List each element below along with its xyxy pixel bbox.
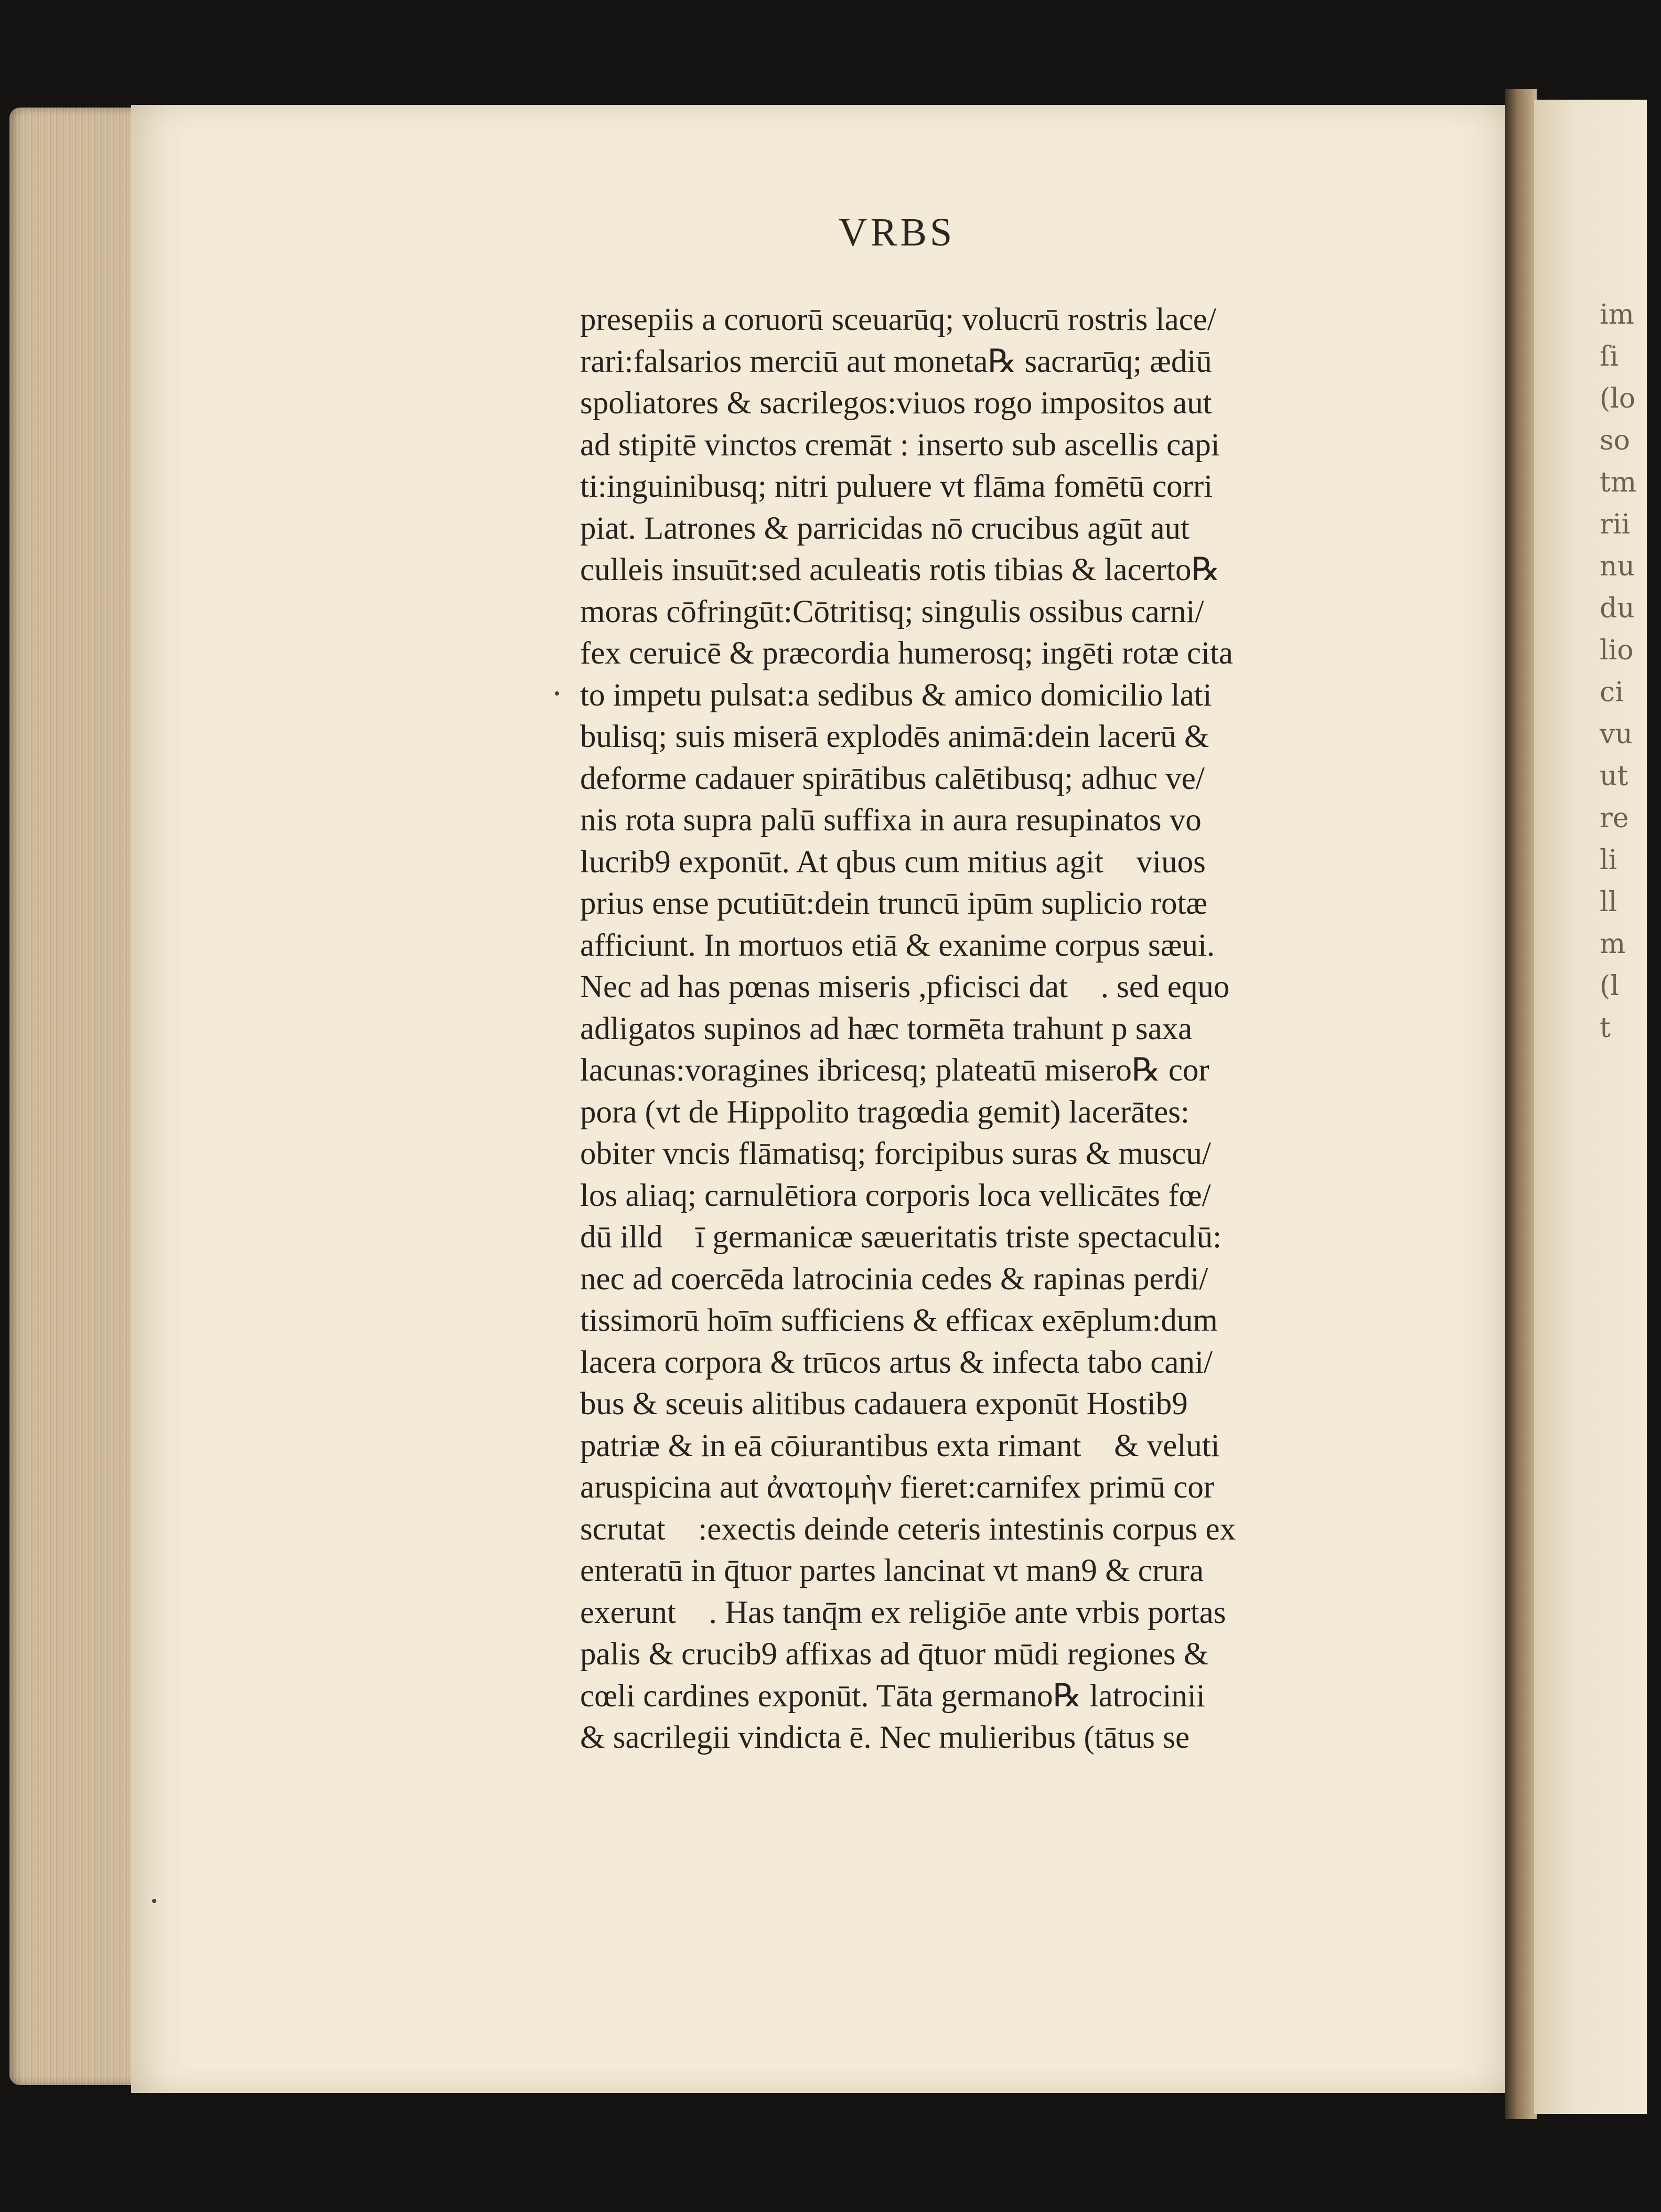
margin-dot	[555, 691, 559, 696]
text-line: presepiis a coruorū sceuarūq; volucrū rostris lace/	[580, 302, 1216, 337]
facing-fragment: lio	[1600, 635, 1634, 666]
facing-fragment: ci	[1600, 677, 1624, 708]
facing-fragment: (l	[1600, 970, 1619, 1002]
text-line: tissimorū hoīm sufficiens & efficax exēplum:dum	[580, 1303, 1218, 1338]
text-line: moras cōfringūt:Cōtritisq; singulis ossibus carni/	[580, 594, 1204, 629]
text-line: rari:falsarios merciū aut moneta℞ sacrarūq; ædiū	[580, 344, 1212, 379]
facing-fragment: re	[1600, 803, 1629, 834]
text-line: enteratū in q̄tuor partes lancinat vt man9 & crura	[580, 1553, 1204, 1588]
facing-fragment: m	[1600, 928, 1626, 960]
text-line: deforme cadauer spirātibus calētibusq; adhuc ve/	[580, 761, 1205, 796]
text-line: pora (vt de Hippolito tragœdia gemit) lacerātes:	[580, 1094, 1190, 1130]
text-line: lacunas:voragines ibricesq; plateatū misero℞ cor	[580, 1053, 1209, 1088]
text-line: los aliaq; carnulētiora corporis loca vellicātes fœ/	[580, 1178, 1211, 1213]
facing-fragment: du	[1600, 593, 1635, 624]
text-line: lucrib9 exponūt. At qbus cum mitius agit᷑ viuos	[580, 844, 1206, 880]
text-line: palis & crucib9 affixas ad q̄tuor mūdi regiones &	[580, 1637, 1209, 1672]
facing-fragment: rii	[1600, 509, 1631, 540]
text-line: obiter vncis flāmatisq; forcipibus suras & muscu/	[580, 1136, 1211, 1171]
text-line: prius ense pcutiūt:dein truncū ipūm suplicio rotæ	[580, 886, 1208, 921]
facing-fragment: im	[1600, 299, 1634, 330]
text-line: patriæ & in eā cōiurantibus exta rimant᷑ & veluti	[580, 1428, 1220, 1463]
facing-fragment: ſi	[1600, 341, 1619, 372]
facing-fragment: nu	[1600, 551, 1635, 582]
text-line: exerunt᷑ . Has tanq̄m ex religiōe ante vrbis portas	[580, 1595, 1226, 1630]
facing-fragment: so	[1600, 425, 1630, 456]
book-gutter	[1505, 89, 1537, 2119]
margin-dot	[152, 1899, 156, 1903]
text-line: piat. Latrones & parricidas nō crucibus agūt aut	[580, 510, 1190, 546]
text-line: adligatos supinos ad hæc tormēta trahunt p saxa	[580, 1011, 1193, 1046]
facing-fragment: tm	[1600, 467, 1637, 498]
text-line: dū illd᷑ ī germanicæ sæueritatis triste spectaculū:	[580, 1220, 1222, 1255]
running-head: VRBS	[838, 210, 956, 254]
text-line: bus & sceuis alitibus cadauera exponūt Hostib9	[580, 1386, 1188, 1422]
text-line: to impetu pulsat:a sedibus & amico domicilio lati	[580, 677, 1212, 713]
facing-fragment: ut	[1600, 761, 1628, 792]
text-line: Nec ad has pœnas miseris ,pficisci dat᷑ . sed equo	[580, 969, 1230, 1005]
page-edges	[9, 108, 147, 2085]
body-text	[580, 299, 1388, 1759]
text-line: lacera corpora & trūcos artus & infecta tabo cani/	[580, 1344, 1213, 1380]
text-line: scrutat᷑ :exectis deinde ceteris intestinis corpus ex	[580, 1511, 1236, 1547]
text-line: bulisq; suis miserā explodēs animā:dein lacerū &	[580, 719, 1209, 754]
text-line: spoliatores & sacrilegos:viuos rogo impositos aut	[580, 386, 1212, 421]
text-line: cœli cardines exponūt. Tāta germano℞ latrocinii	[580, 1678, 1205, 1714]
text-line: culleis insuūt:sed aculeatis rotis tibias & lacerto℞	[580, 552, 1220, 587]
facing-fragment: vu	[1600, 719, 1633, 750]
facing-fragment: t	[1600, 1012, 1611, 1044]
text-line: afficiunt. In mortuos etiā & exanime corpus sæui.	[580, 927, 1215, 963]
text-line: fex ceruicē & præcordia humerosq; ingēti rotæ cita	[580, 636, 1233, 671]
text-line: aruspicina aut ἀνατομὴν fieret:carnifex primū cor	[580, 1470, 1215, 1505]
text-line: & sacrilegii vindicta ē. Nec mulieribus (tātus se	[580, 1720, 1190, 1755]
facing-fragment: ll	[1600, 886, 1617, 918]
text-line: ti:inguinibusq; nitri puluere vt flāma fomētū corri	[580, 469, 1213, 504]
text-line: nec ad coercēda latrocinia cedes & rapinas perdi/	[580, 1261, 1208, 1297]
text-line: ad stipitē vinctos cremāt : inserto sub ascellis capi	[580, 427, 1220, 463]
facing-page-text	[1600, 294, 1657, 1049]
facing-fragment: li	[1600, 845, 1617, 876]
text-line: nis rota supra palū suffixa in aura resupinatos vo	[580, 803, 1202, 838]
facing-fragment: (lo	[1600, 383, 1636, 414]
